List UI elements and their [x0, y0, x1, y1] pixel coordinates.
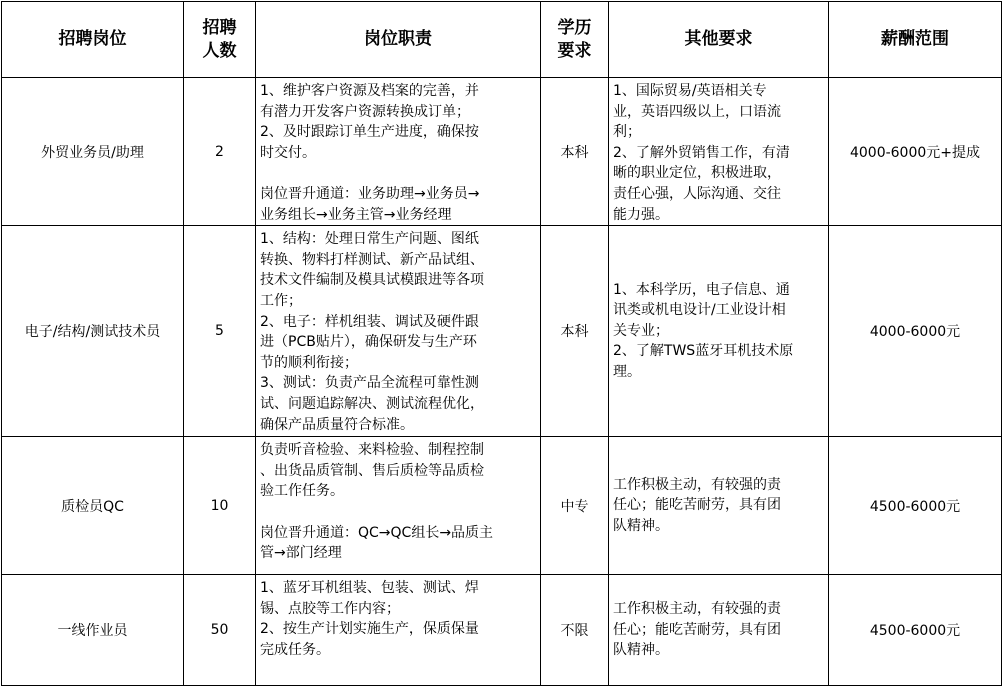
- table-row: [2, 226, 1002, 437]
- other-requirements-cell: [609, 226, 829, 437]
- requirement-line: 任心；能吃苦耐劳，具有团: [613, 621, 781, 638]
- position-cell: 电子/结构/测试技术员: [2, 226, 184, 437]
- header-position: 招聘岗位: [2, 2, 184, 78]
- table-row: [2, 575, 1002, 686]
- header-count-line1: 招聘: [202, 17, 237, 38]
- header-education-line2: 要求: [557, 40, 592, 61]
- salary-cell: 4500-6000元: [829, 437, 1002, 575]
- duties-line: 2、及时跟踪订单生产进度，确保按: [260, 124, 479, 141]
- duties-cell: [256, 78, 541, 226]
- requirement-line: 利；: [613, 124, 641, 141]
- position-cell: 外贸业务员/助理: [2, 78, 184, 226]
- header-count-line2: 人数: [202, 40, 237, 61]
- duties-line: 3、测试：负责产品全流程可靠性测: [260, 375, 479, 392]
- header-duties: 岗位职责: [256, 2, 541, 78]
- duties-line: 锡、点胶等工作内容；: [260, 600, 400, 617]
- header-education: [541, 2, 609, 78]
- position-cell: 质检员QC: [2, 437, 184, 575]
- duties-line: 转换、物料打样测试、新产品试组、: [260, 251, 484, 268]
- recruitment-table: [1, 1, 1002, 686]
- requirement-line: 理。: [613, 364, 641, 381]
- duties-line: 2、按生产计划实施生产，保质保量: [260, 621, 479, 638]
- requirement-line: 关专业；: [613, 322, 669, 339]
- duties-cell: [256, 226, 541, 437]
- duties-blank-line: [260, 163, 537, 184]
- header-row: [2, 2, 1002, 78]
- requirement-line: 任心；能吃苦耐劳，具有团: [613, 497, 781, 514]
- salary-cell: 4000-6000元: [829, 226, 1002, 437]
- duties-line: 验工作任务。: [260, 483, 344, 500]
- duties-line: 确保产品质量符合标准。: [260, 416, 414, 433]
- duties-line: 管→部门经理: [260, 545, 342, 562]
- requirement-line: 队精神。: [613, 517, 669, 534]
- count-cell: 2: [184, 78, 256, 226]
- duties-line: 时交付。: [260, 144, 316, 161]
- duties-line: 技术文件编制及模具试模跟进等各项: [260, 272, 484, 289]
- duties-line: 有潜力开发客户资源转换成订单；: [260, 103, 470, 120]
- education-cell: 中专: [541, 437, 609, 575]
- duties-blank-line: [260, 502, 537, 523]
- requirement-line: 1、国际贸易/英语相关专: [613, 83, 767, 99]
- education-cell: 不限: [541, 575, 609, 686]
- requirement-line: 业，英语四级以上，口语流: [613, 103, 781, 120]
- requirement-line: 1、本科学历，电子信息、通: [613, 281, 790, 298]
- education-cell: 本科: [541, 226, 609, 437]
- duties-cell: [256, 575, 541, 686]
- duties-line: 岗位晋升通道：QC→QC组长→品质主: [260, 524, 494, 541]
- requirement-line: 队精神。: [613, 642, 669, 659]
- count-cell: 5: [184, 226, 256, 437]
- table-row: [2, 78, 1002, 226]
- salary-cell: 4500-6000元: [829, 575, 1002, 686]
- duties-line: 1、维护客户资源及档案的完善，并: [260, 83, 479, 99]
- duties-line: 试、问题追踪解决、测试流程优化，: [260, 395, 484, 412]
- duties-line: 负责听音检验、来料检验、制程控制: [260, 442, 484, 459]
- duties-line: 1、蓝牙耳机组装、包装、测试、焊: [260, 580, 479, 597]
- header-salary: 薪酬范围: [829, 2, 1002, 78]
- salary-cell: 4000-6000元+提成: [829, 78, 1002, 226]
- education-cell: 本科: [541, 78, 609, 226]
- duties-line: 业务组长→业务主管→业务经理: [260, 206, 452, 223]
- requirement-line: 工作积极主动，有较强的责: [613, 601, 781, 618]
- duties-line: 工作；: [260, 292, 302, 309]
- duties-line: 1、结构：处理日常生产问题、图纸: [260, 231, 479, 248]
- other-requirements-cell: [609, 575, 829, 686]
- duties-line: 、出货品质管制、售后质检等品质检: [260, 462, 484, 479]
- header-other-requirements: 其他要求: [609, 2, 829, 78]
- count-cell: 10: [184, 437, 256, 575]
- other-requirements-cell: [609, 437, 829, 575]
- requirement-line: 2、了解外贸销售工作，有清: [613, 144, 790, 161]
- duties-line: 节的顺利衔接；: [260, 354, 358, 371]
- duties-line: 进（PCB贴片），确保研发与生产环: [260, 334, 477, 351]
- count-cell: 50: [184, 575, 256, 686]
- requirement-line: 责任心强，人际沟通、交往: [613, 185, 781, 202]
- requirement-line: 工作积极主动，有较强的责: [613, 476, 781, 493]
- requirement-line: 能力强。: [613, 206, 669, 223]
- duties-line: 岗位晋升通道：业务助理→业务员→: [260, 185, 480, 202]
- header-count: [184, 2, 256, 78]
- header-education-line1: 学历: [557, 17, 592, 38]
- requirement-line: 讯类或机电设计/工业设计相: [613, 302, 786, 319]
- duties-line: 完成任务。: [260, 641, 330, 658]
- requirement-line: 2、了解TWS蓝牙耳机技术原: [613, 343, 794, 360]
- other-requirements-cell: [609, 78, 829, 226]
- requirement-line: 晰的职业定位，积极进取，: [613, 165, 781, 182]
- duties-line: 2、电子：样机组装、调试及硬件跟: [260, 313, 479, 330]
- position-cell: 一线作业员: [2, 575, 184, 686]
- duties-cell: [256, 437, 541, 575]
- table-row: [2, 437, 1002, 575]
